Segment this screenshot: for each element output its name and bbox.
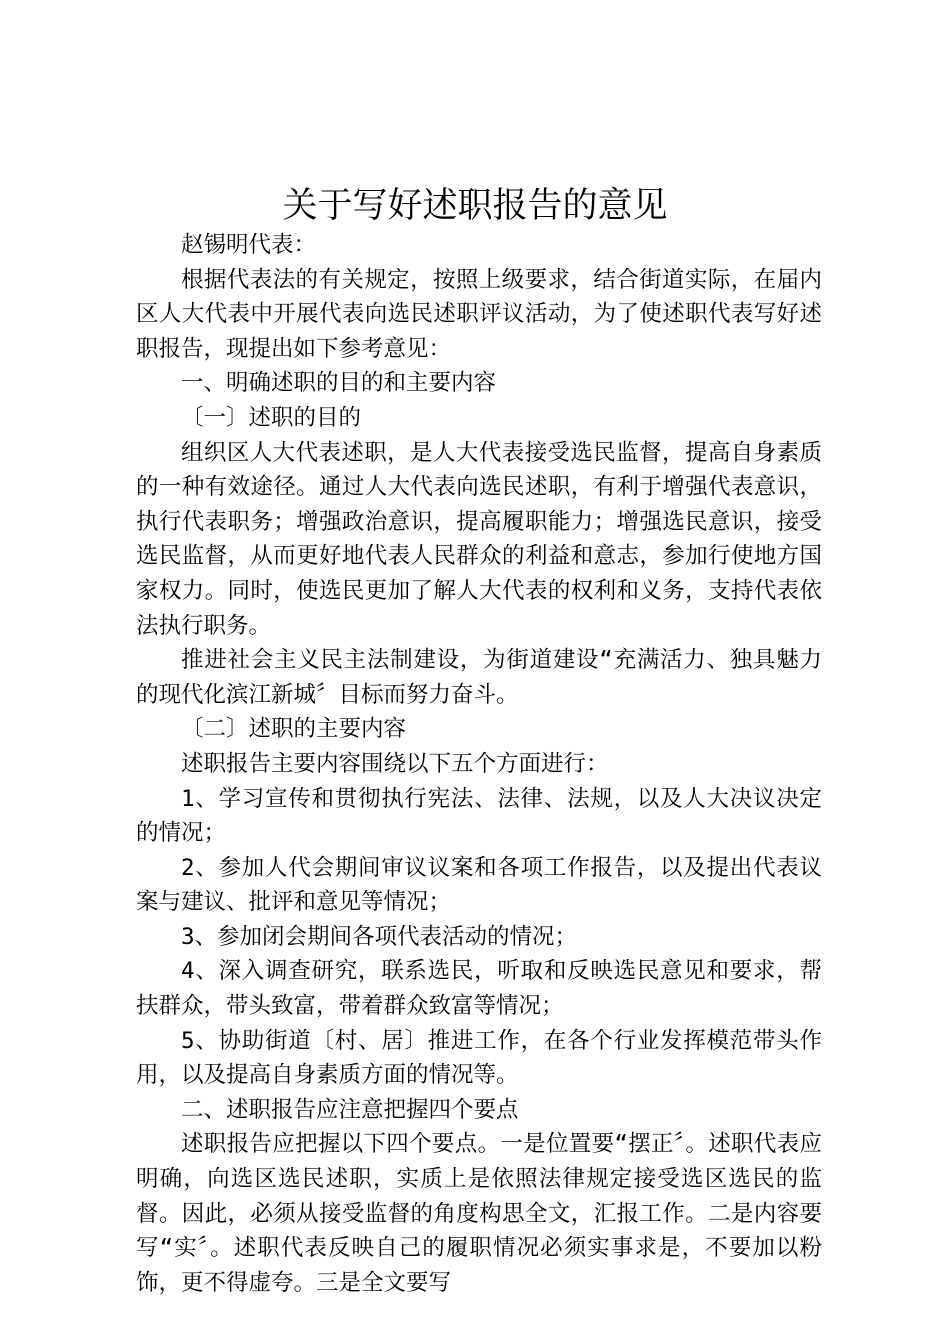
body-paragraph: 述职报告应把握以下四个要点。一是位置要“摆正〞。述职代表应明确，向选区选民述职，实质上是依照法律规定接受选区选民的监督。因此，必须从接受监督的角度构思全文，汇报工作。二是内容要写“实〞。述职代表反映自己的履职情况必须实事求是，不要加以粉饰，更不得虚夸。三是全文要写	[136, 1131, 822, 1296]
body-paragraph: 组织区人大代表述职，是人大代表接受选民监督，提高自身素质的一种有效途径。通过人大代表向选民述职，有利于增强代表意识，执行代表职务；增强政治意识，提高履职能力；增强选民意识，接受选民监督，从而更好地代表人民群众的利益和意志，参加行使地方国家权力。同时，使选民更加了解人大代表的权利和义务，支持代表依法执行职务。	[136, 439, 822, 639]
list-item: 3、参加闭会期间各项代表活动的情况；	[181, 923, 578, 950]
list-item: 5、协助街道〔村、居〕推进工作，在各个行业发挥模范带头作用，以及提高自身素质方面的情况等。	[136, 1027, 822, 1089]
salutation: 赵锡明代表：	[181, 232, 317, 258]
body-paragraph: 述职报告主要内容围绕以下五个方面进行：	[181, 750, 609, 777]
list-item: 2、参加人代会期间审议议案和各项工作报告，以及提出代表议案与建议、批评和意见等情况；	[136, 854, 822, 916]
document-title: 关于写好述职报告的意见	[282, 186, 668, 226]
list-item: 1、学习宣传和贯彻执行宪法、法律、法规，以及人大决议决定的情况；	[136, 785, 822, 847]
section-heading-1: 一、明确述职的目的和主要内容	[181, 370, 497, 397]
intro-paragraph: 根据代表法的有关规定，按照上级要求，结合街道实际，在届内区人大代表中开展代表向选民述职评议活动，为了使述职代表写好述职报告，现提出如下参考意见：	[136, 266, 822, 362]
list-item: 4、深入调查研究，联系选民，听取和反映选民意见和要求，帮扶群众，带头致富，带着群众致富等情况；	[136, 958, 822, 1020]
section-heading-2: 二、述职报告应注意把握四个要点	[181, 1096, 519, 1123]
document-body	[136, 228, 822, 1300]
subsection-heading-2: 〔二〕述职的主要内容	[181, 716, 407, 743]
subsection-heading-1: 〔一〕述职的目的	[181, 404, 362, 431]
body-paragraph: 推进社会主义民主法制建设，为街道建设“充满活力、独具魅力的现代化滨江新城〞目标而努力奋斗。	[136, 647, 822, 708]
